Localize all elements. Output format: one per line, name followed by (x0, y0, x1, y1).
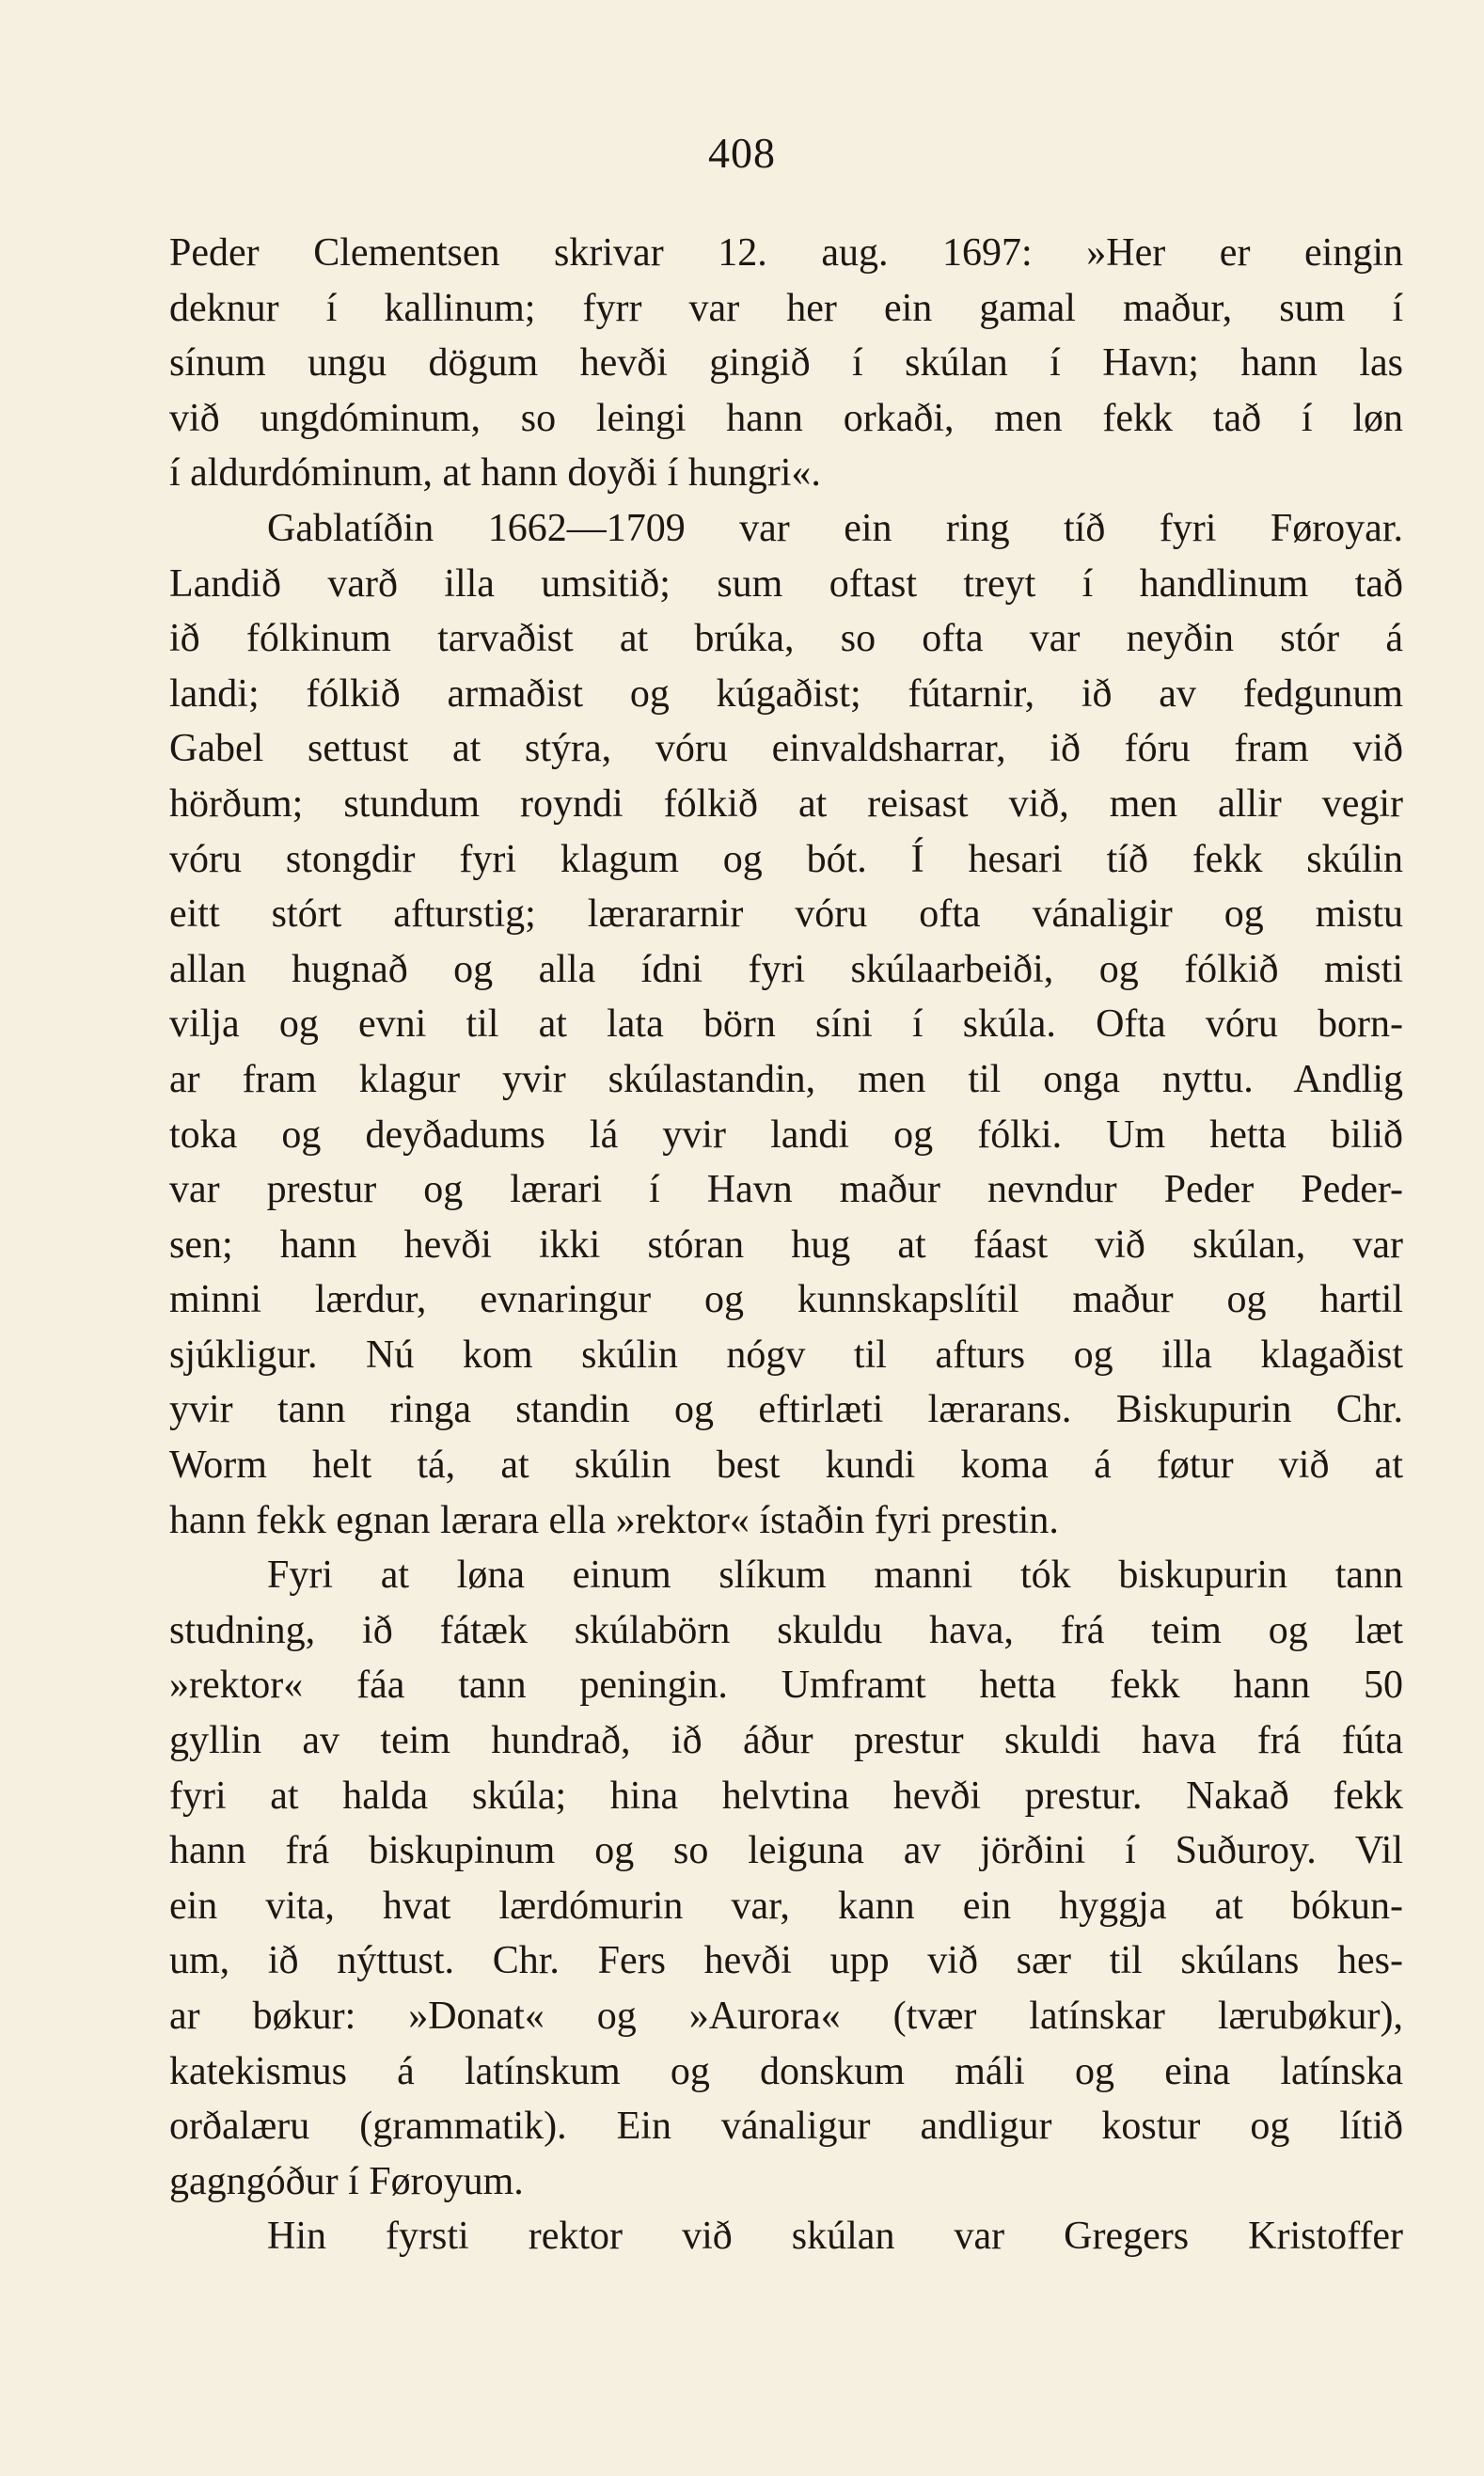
text-line: gagngóður í Føroyum. (169, 2159, 524, 2203)
text-line: Worm helt tá, at skúlin best kundi koma á føtur við at (169, 1443, 1403, 1488)
text-line: vóru stongdir fyri klagum og bót. Í hesari tíð fekk skúlin (169, 837, 1403, 881)
text-line: um, ið nýttust. Chr. Fers hevði upp við sær til skúlans hes- (169, 1939, 1403, 1983)
text-line: gyllin av teim hundrað, ið áður prestur skuldi hava frá fúta (169, 1719, 1403, 1763)
text-line: landi; fólkið armaðist og kúgaðist; fútarnir, ið av fedgunum (169, 671, 1403, 716)
text-line: studning, ið fátæk skúlabörn skuldu hava, frá teim og læt (169, 1608, 1403, 1652)
text-line: toka og deyðadums lá yvir landi og fólki. Um hetta bilið (169, 1112, 1403, 1157)
text-line: sen; hann hevði ikki stóran hug at fáast við skúlan, var (169, 1222, 1403, 1267)
text-line: ið fólkinum tarvaðist at brúka, so ofta var neyðin stór á (169, 617, 1403, 661)
text-line: katekismus á latínskum og donskum máli og eina latínska (169, 2049, 1403, 2093)
text-line: fyri at halda skúla; hina helvtina hevði prestur. Nakað fekk (169, 1774, 1403, 1818)
text-line: minni lærdur, evnaringur og kunnskapslítil maður og hartil (169, 1278, 1403, 1322)
text-line: sjúkligur. Nú kom skúlin nógv til afturs og illa klagaðist (169, 1333, 1403, 1377)
text-line: vilja og evni til at lata börn síni í skúla. Ofta vóru born- (169, 1002, 1403, 1047)
text-line: yvir tann ringa standin og eftirlæti lærarans. Biskupurin Chr. (169, 1388, 1403, 1432)
text-line: ar fram klagur yvir skúlastandin, men til onga nyttu. Andlig (169, 1057, 1403, 1101)
text-line: eitt stórt afturstig; lærararnir vóru ofta vánaligir og mistu (169, 892, 1403, 937)
text-line: deknur í kallinum; fyrr var her ein gamal maður, sum í (169, 286, 1403, 330)
text-line: allan hugnað og alla ídni fyri skúlaarbeiði, og fólkið misti (169, 947, 1403, 991)
text-line: hann frá biskupinum og so leiguna av jörðini í Suðuroy. Vil (169, 1829, 1403, 1873)
paragraph-first-line: Fyri at løna einum slíkum manni tók biskupurin tann (267, 1553, 1403, 1598)
text-line: hörðum; stundum royndi fólkið at reisast við, men allir vegir (169, 781, 1403, 826)
text-line: Gabel settust at stýra, vóru einvaldsharrar, ið fóru fram við (169, 727, 1403, 771)
text-line: »rektor« fáa tann peningin. Umframt hetta fekk hann 50 (169, 1664, 1403, 1708)
text-line: ar bøkur: »Donat« og »Aurora« (tvær latínskar lærubøkur), (169, 1995, 1403, 2038)
text-line: hann fekk egnan lærara ella »rektor« ístaðin fyri prestin. (169, 1498, 1059, 1542)
body-text (169, 226, 1403, 2264)
text-line: orðalæru (grammatik). Ein vánaligur andligur kostur og lítið (169, 2105, 1403, 2149)
text-line: Peder Clementsen skrivar 12. aug. 1697: »Her er eingin (169, 231, 1403, 275)
text-line: sínum ungu dögum hevði gingið í skúlan í Havn; hann las (169, 341, 1403, 386)
text-line: Landið varð illa umsitið; sum oftast treyt í handlinum tað (169, 561, 1403, 606)
page-number: 408 (708, 129, 776, 177)
paragraph-first-line: Hin fyrsti rektor við skúlan var Gregers Kristoffer (267, 2215, 1403, 2259)
text-line: ein vita, hvat lærdómurin var, kann ein hyggja at bókun- (169, 1884, 1403, 1928)
text-line: við ungdóminum, so leingi hann orkaði, men fekk tað í løn (169, 396, 1403, 440)
text-line: var prestur og lærari í Havn maður nevndur Peder Peder- (169, 1168, 1403, 1212)
text-line: í aldurdóminum, at hann doyði í hungri«. (169, 451, 821, 496)
paragraph-first-line: Gablatíðin 1662—1709 var ein ring tíð fyri Føroyar. (267, 506, 1403, 550)
